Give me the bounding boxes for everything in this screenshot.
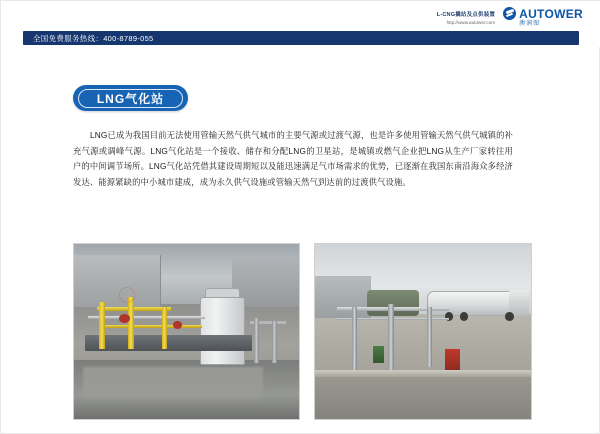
photo-right-rack-post-b (388, 304, 393, 371)
photo-right-scene (315, 244, 531, 419)
photo-right-truck-cab (509, 290, 528, 316)
logo-wordmark: AUTOWER (519, 6, 583, 21)
photo-right-rack-post-c (427, 307, 432, 367)
brand-block (437, 7, 583, 27)
photo-left-red-valve-1 (119, 314, 130, 323)
section-title-badge (73, 85, 188, 111)
brand-text-column (437, 7, 495, 25)
photo-right-building (315, 276, 371, 318)
logo-main-row (503, 7, 583, 20)
photo-left-floor-reflection (83, 367, 263, 406)
brand-website[interactable]: http://www.autower.com (446, 20, 496, 25)
photo-left-post-1 (254, 318, 259, 364)
hotline-text: 全国免费服务热线：400-8789-055 (33, 33, 154, 43)
photo-left-scene (74, 244, 299, 419)
lng-vaporization-skid-photo (73, 243, 300, 420)
photo-right-green-cabinet (373, 346, 384, 364)
photo-left-steel-pipe (88, 316, 205, 319)
photo-right-rack-post-a (352, 307, 357, 370)
logo-subtitle: 澳润图 (519, 21, 541, 27)
photo-right-red-cabinet (445, 349, 460, 370)
company-logo (503, 7, 583, 27)
autower-circle-logo-icon (503, 7, 516, 20)
photo-left-yellow-riser-3 (162, 307, 167, 349)
photo-right-wheel-3 (505, 312, 514, 321)
photo-left-yellow-riser-2 (128, 297, 134, 350)
photo-left-building (74, 255, 161, 308)
section-paragraph: LNG已成为我国目前无法使用管输天然气供气城市的主要气源或过渡气源，也是许多使用管输天然气供气城镇的补充气源或调峰气源。LNG气化站是一个接收、储存和分配LNG的卫星站，是城镇或燃气企业把LNG从生产厂家转往用户的中间调节场所。LNG气化站凭借其建设周期短以及能迅速满足气市场需求的优势，已逐渐在我国东南沿海众多经济发达、能源紧缺的中小城市建成，成为永久供气设施或管输天然气到达前的过渡供气设施。 (73, 130, 513, 187)
hotline-bar (23, 31, 579, 45)
section-title-inner-border (78, 89, 183, 108)
photo-left-vaporizer-tank (200, 297, 245, 366)
photo-left-post-2 (272, 321, 277, 363)
watermark-icon (119, 287, 135, 303)
photo-left-yellow-lower-pipe (101, 325, 202, 329)
photo-left-skid-base (85, 335, 252, 351)
lng-tanker-unloading-photo (314, 243, 532, 420)
section-title-text: LNG气化站 (96, 91, 165, 106)
brand-product-line: L-CNG撬站及点供装置 (436, 12, 496, 18)
photo-left-yellow-riser-1 (99, 302, 105, 349)
photo-right-pavement (315, 377, 531, 419)
photo-right-curb (315, 370, 531, 377)
